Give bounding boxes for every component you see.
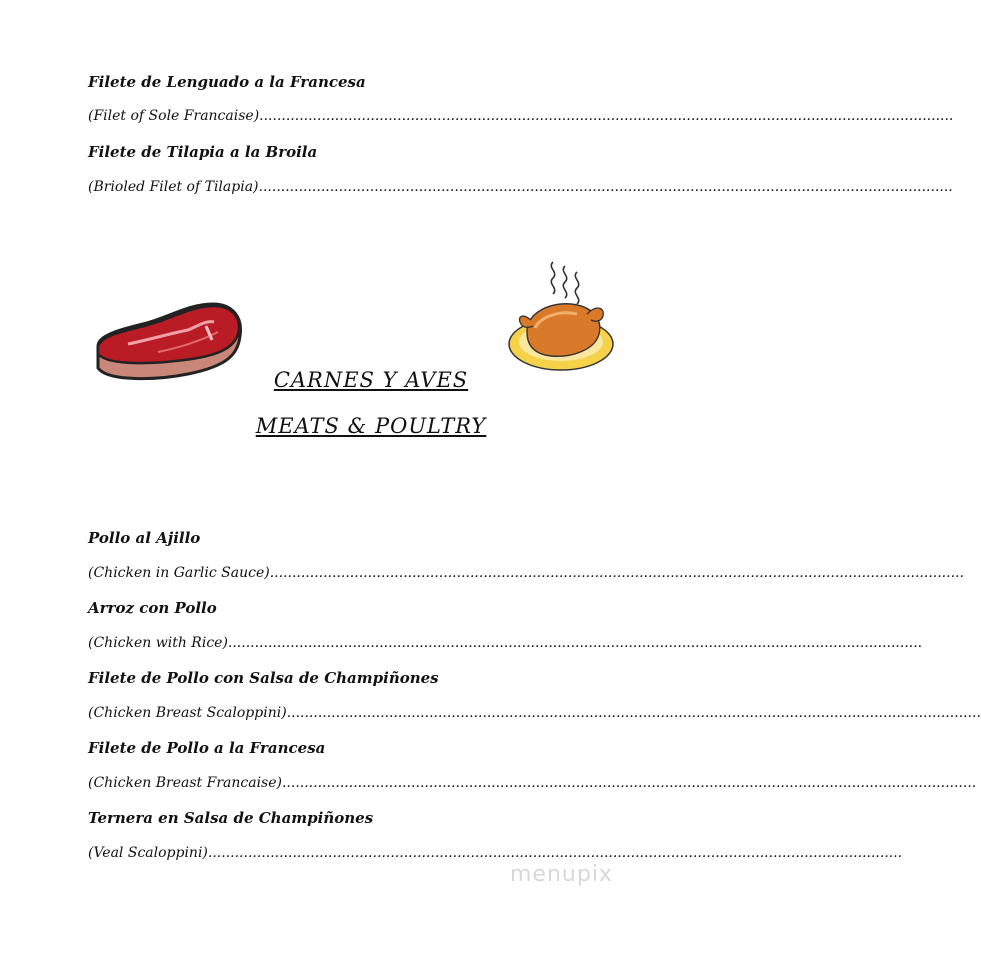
item-desc-text: (Veal Scaloppini) bbox=[88, 845, 208, 861]
dot-leader: ............................................................................................................................................................ bbox=[269, 565, 964, 581]
item-description bbox=[88, 843, 903, 863]
item-desc-text: (Chicken Breast Scaloppini) bbox=[88, 705, 287, 721]
menu-item-sole bbox=[88, 72, 954, 126]
item-name: Filete de Pollo con Salsa de Champiñones bbox=[88, 669, 439, 687]
item-description bbox=[88, 703, 981, 723]
dot-leader: ............................................................................................................................................................ bbox=[258, 179, 953, 195]
item-description bbox=[88, 563, 964, 583]
item-name: Filete de Lenguado a la Francesa bbox=[88, 73, 366, 91]
item-desc-text: (Chicken Breast Francaise) bbox=[88, 775, 282, 791]
dot-leader: ............................................................................................................................................................ bbox=[259, 108, 954, 124]
section-title-spanish: CARNES Y AVES bbox=[273, 368, 469, 392]
menu-item-arroz-con-pollo bbox=[88, 598, 923, 653]
item-description bbox=[88, 633, 923, 653]
dot-leader: ............................................................................................................................................................ bbox=[281, 775, 977, 791]
section-title-english: MEATS & POULTRY bbox=[255, 414, 487, 438]
item-description bbox=[88, 106, 954, 126]
menu-item-pollo-francesa bbox=[88, 738, 977, 793]
watermark-logo: menupix bbox=[510, 862, 613, 887]
item-desc-text: (Chicken in Garlic Sauce) bbox=[88, 565, 270, 581]
item-desc-text: (Chicken with Rice) bbox=[88, 635, 228, 651]
item-name: Filete de Pollo a la Francesa bbox=[88, 739, 326, 757]
menu-item-ternera bbox=[88, 808, 903, 863]
item-description bbox=[88, 177, 953, 197]
item-name: Filete de Tilapia a la Broila bbox=[88, 143, 318, 161]
dot-leader: ............................................................................................................................................................ bbox=[227, 635, 923, 651]
roast-chicken-image bbox=[505, 258, 617, 378]
item-name: Ternera en Salsa de Champiñones bbox=[88, 809, 374, 827]
item-name: Pollo al Ajillo bbox=[88, 529, 201, 547]
item-desc-text: (Filet of Sole Francaise) bbox=[88, 108, 260, 124]
item-desc-text: (Brioled Filet of Tilapia) bbox=[88, 179, 259, 195]
menu-item-pollo-ajillo bbox=[88, 528, 964, 583]
dot-leader: ............................................................................................................................................................ bbox=[207, 845, 903, 861]
item-description bbox=[88, 773, 977, 793]
item-name: Arroz con Pollo bbox=[88, 599, 217, 617]
menu-item-pollo-champinones bbox=[88, 668, 981, 723]
menu-item-tilapia bbox=[88, 142, 953, 197]
dot-leader: ............................................................................................................................................................ bbox=[286, 705, 981, 721]
